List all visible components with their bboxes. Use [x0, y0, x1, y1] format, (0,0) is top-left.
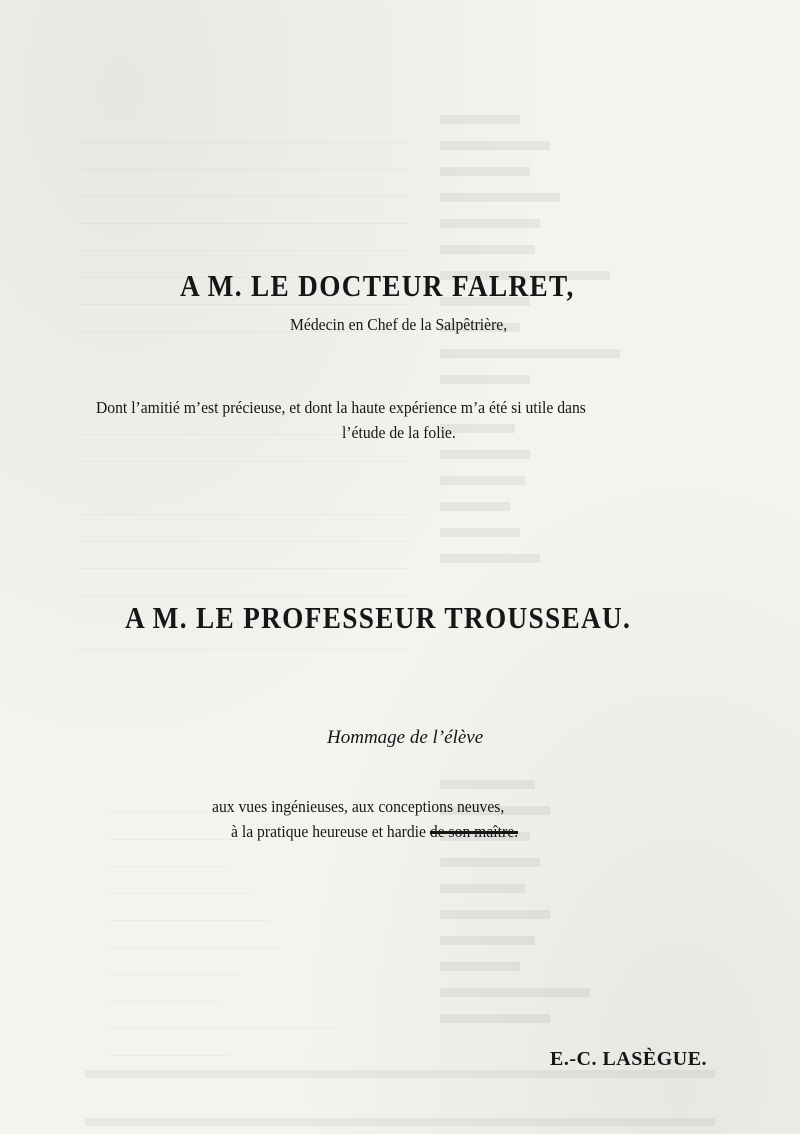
trousseau-dedication-line-2: [231, 822, 518, 842]
author-signature: E.-C. LASÈGUE.: [550, 1048, 708, 1070]
show-through-column: [440, 115, 620, 580]
falret-title: Médecin en Chef de la Salpêtrière,: [290, 315, 508, 334]
show-through-footnote: [85, 1070, 715, 1126]
struck-out-text: de son maître.: [429, 822, 519, 841]
falret-heading: A M. LE DOCTEUR FALRET,: [180, 268, 575, 303]
trousseau-line-2-text: à la pratique heureuse et hardie: [231, 822, 426, 841]
hommage-line: Hommage de l’élève: [327, 727, 484, 748]
trousseau-heading: A M. LE PROFESSEUR TROUSSEAU.: [125, 600, 632, 635]
trousseau-dedication-line-1: aux vues ingénieuses, aux conceptions neuves,: [212, 797, 505, 816]
falret-dedication-line-2: l’étude de la folie.: [342, 423, 456, 442]
show-through-list: [78, 120, 718, 654]
falret-dedication-line-1: Dont l’amitié m’est précieuse, et dont la haute expérience m’a été si utile dans: [96, 398, 586, 417]
